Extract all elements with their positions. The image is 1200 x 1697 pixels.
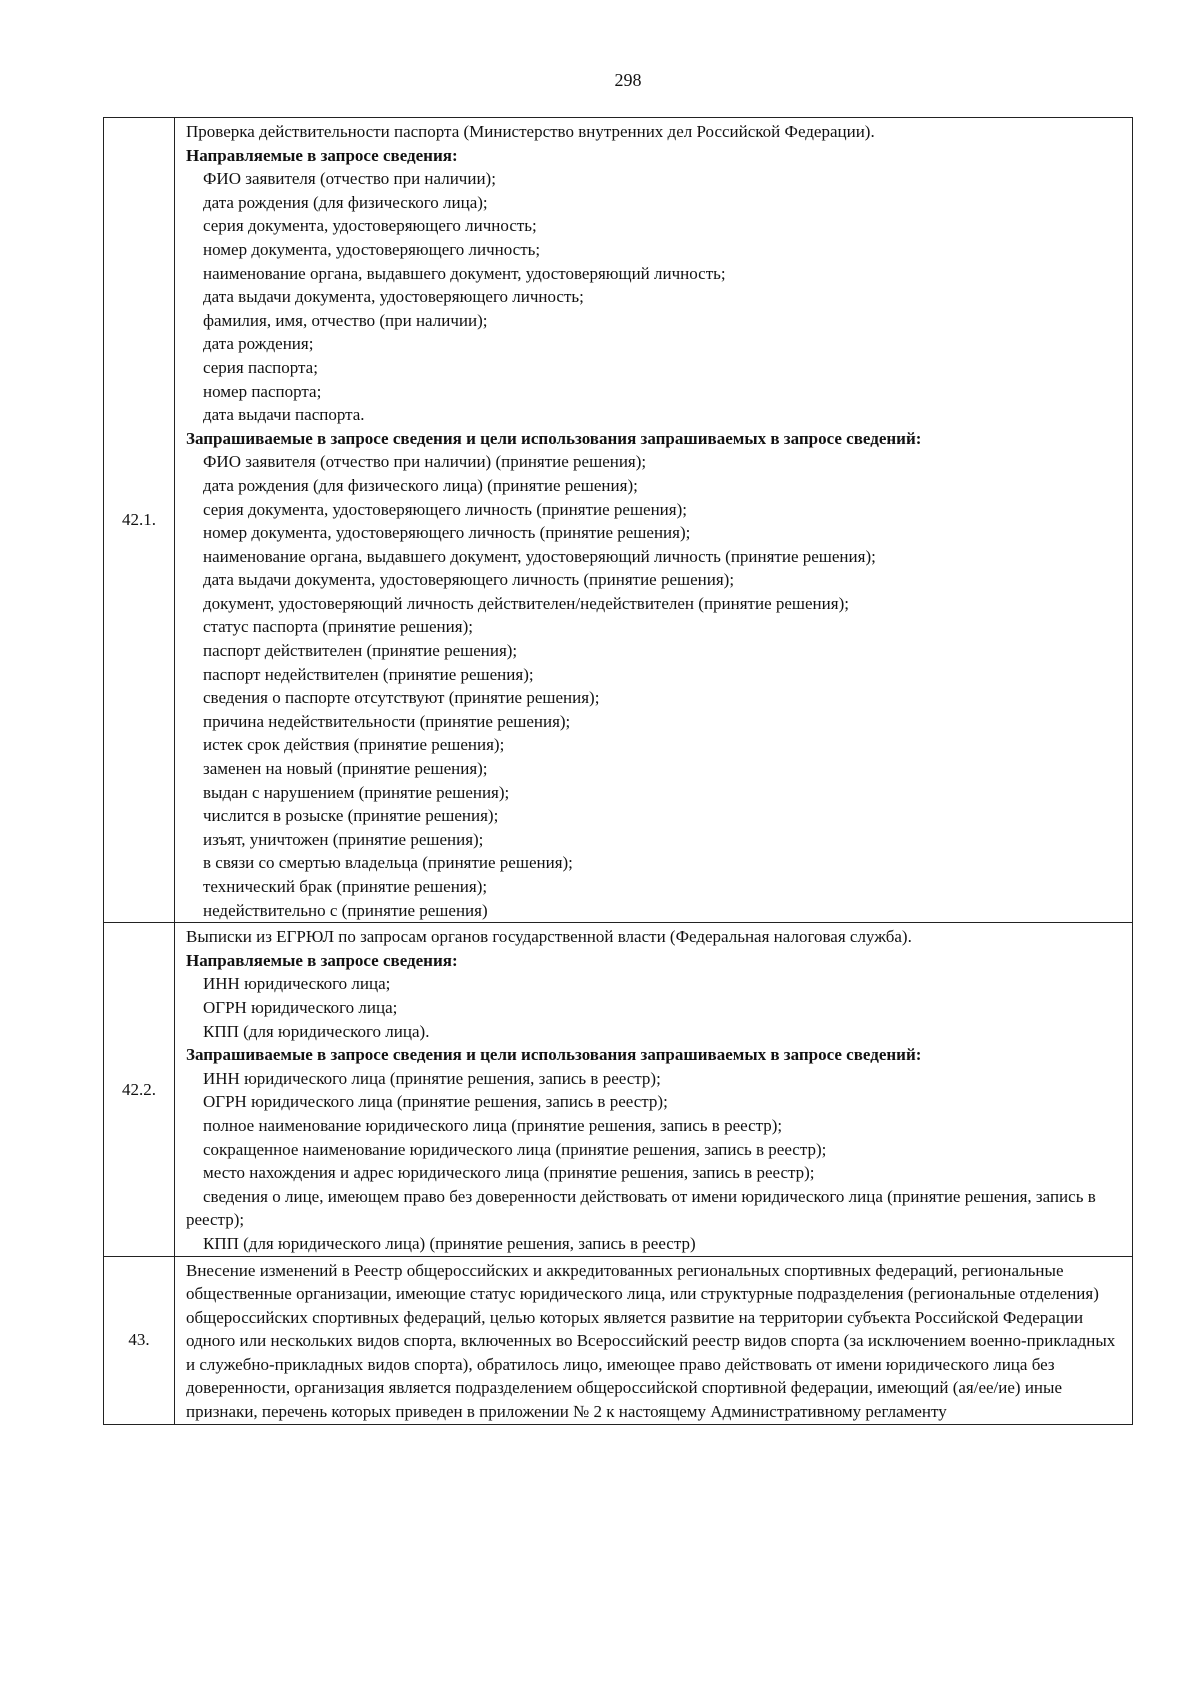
list-item: ФИО заявителя (отчество при наличии) (принятие решения); xyxy=(203,452,647,472)
row-number: 42.1. xyxy=(104,118,175,923)
row-title: Выписки из ЕГРЮЛ по запросам органов государственной власти (Федеральная налоговая служба). xyxy=(186,927,912,947)
list-item: дата выдачи документа, удостоверяющего личность (принятие решения); xyxy=(203,570,735,590)
list-item: КПП (для юридического лица). xyxy=(203,1021,430,1041)
list-item: ИНН юридического лица; xyxy=(203,974,391,994)
section-heading: Запрашиваемые в запросе сведения и цели использования запрашиваемых в запросе сведений: xyxy=(186,1045,922,1065)
list-item: серия документа, удостоверяющего личность (принятие решения); xyxy=(203,499,687,519)
regulation-table xyxy=(103,117,1133,1425)
list-item: паспорт недействителен (принятие решения); xyxy=(203,664,534,684)
row-number: 42.2. xyxy=(104,923,175,1256)
row-content xyxy=(175,118,1133,923)
section-heading: Направляемые в запросе сведения: xyxy=(186,950,458,970)
list-item: ФИО заявителя (отчество при наличии); xyxy=(203,169,496,189)
list-item: дата выдачи документа, удостоверяющего личность; xyxy=(203,287,584,307)
list-item: заменен на новый (принятие решения); xyxy=(203,759,488,779)
list-item: недействительно с (принятие решения) xyxy=(203,900,488,920)
list-item: документ, удостоверяющий личность действителен/недействителен (принятие решения); xyxy=(203,593,849,613)
list-item: ИНН юридического лица (принятие решения, запись в реестр); xyxy=(203,1068,661,1088)
list-item: паспорт действителен (принятие решения); xyxy=(203,641,518,661)
list-item: технический брак (принятие решения); xyxy=(203,877,488,896)
list-item: номер документа, удостоверяющего личность (принятие решения); xyxy=(203,523,691,543)
section-heading: Направляемые в запросе сведения: xyxy=(186,145,458,165)
table-row xyxy=(104,118,1133,923)
table-body xyxy=(104,118,1133,1425)
list-item: полное наименование юридического лица (принятие решения, запись в реестр); xyxy=(203,1115,783,1135)
table-row xyxy=(104,923,1133,1256)
list-item: выдан с нарушением (принятие решения); xyxy=(203,782,510,802)
list-item: статус паспорта (принятие решения); xyxy=(203,617,473,637)
section-heading: Запрашиваемые в запросе сведения и цели использования запрашиваемых в запросе сведений: xyxy=(186,428,922,448)
list-item: в связи со смертью владельца (принятие решения); xyxy=(203,853,573,873)
paragraph: Внесение изменений в Реестр общероссийских и аккредитованных региональных спортивных федераций, региональные общественные организации, имеющие статус юридического лица, или структурные подразделения (региональные отделения) общероссийских спортивных федераций, целью которых является развитие на территории субъекта Российской Федерации одного или нескольких видов спорта, включенных во Всероссийский реестр видов спорта (за исключением военно-прикладных и служебно-прикладных видов спорта), обратилось лицо, имеющее право действовать от имени юридического лица без доверенности, организация является подразделением общероссийской спортивной федерации, имеющий (ая/ее/ие) иные признаки, перечень которых приведен в приложении № 2 к настоящему Административному регламенту xyxy=(186,1260,1116,1422)
page-number: 298 xyxy=(614,70,642,90)
list-item: причина недействительности (принятие решения); xyxy=(203,711,571,731)
list-item: серия документа, удостоверяющего личность; xyxy=(203,216,537,236)
list-item: серия паспорта; xyxy=(203,357,318,377)
list-item: ОГРН юридического лица; xyxy=(203,997,398,1017)
list-item: сокращенное наименование юридического лица (принятие решения, запись в реестр); xyxy=(203,1139,827,1159)
row-content xyxy=(175,923,1133,1256)
row-content xyxy=(175,1256,1133,1424)
list-item: ОГРН юридического лица (принятие решения, запись в реестр); xyxy=(203,1092,668,1112)
list-item: фамилия, имя, отчество (при наличии); xyxy=(203,310,488,330)
list-item: дата рождения; xyxy=(203,334,314,354)
list-item: числится в розыске (принятие решения); xyxy=(203,806,499,826)
list-item: КПП (для юридического лица) (принятие решения, запись в реестр) xyxy=(203,1233,696,1253)
list-item: дата рождения (для физического лица); xyxy=(203,192,488,212)
list-item: номер паспорта; xyxy=(203,381,322,401)
list-item: место нахождения и адрес юридического лица (принятие решения, запись в реестр); xyxy=(203,1163,815,1183)
list-item: дата рождения (для физического лица) (принятие решения); xyxy=(203,475,638,495)
list-item: наименование органа, выдавшего документ, удостоверяющий личность (принятие решения); xyxy=(203,546,876,566)
row-title: Проверка действительности паспорта (Министерство внутренних дел Российской Федерации). xyxy=(186,122,875,141)
table-row xyxy=(104,1256,1133,1424)
list-item: истек срок действия (принятие решения); xyxy=(203,735,505,755)
row-number: 43. xyxy=(104,1256,175,1424)
list-item: наименование органа, выдавшего документ, удостоверяющий личность; xyxy=(203,263,726,283)
list-item: сведения о лице, имеющем право без доверенности действовать от имени юридического лица (принятие решения, запись в реестр); xyxy=(186,1186,1096,1230)
list-item: сведения о паспорте отсутствуют (принятие решения); xyxy=(203,688,600,708)
list-item: номер документа, удостоверяющего личность; xyxy=(203,239,541,259)
list-item: дата выдачи паспорта. xyxy=(203,405,365,425)
list-item: изъят, уничтожен (принятие решения); xyxy=(203,829,484,849)
